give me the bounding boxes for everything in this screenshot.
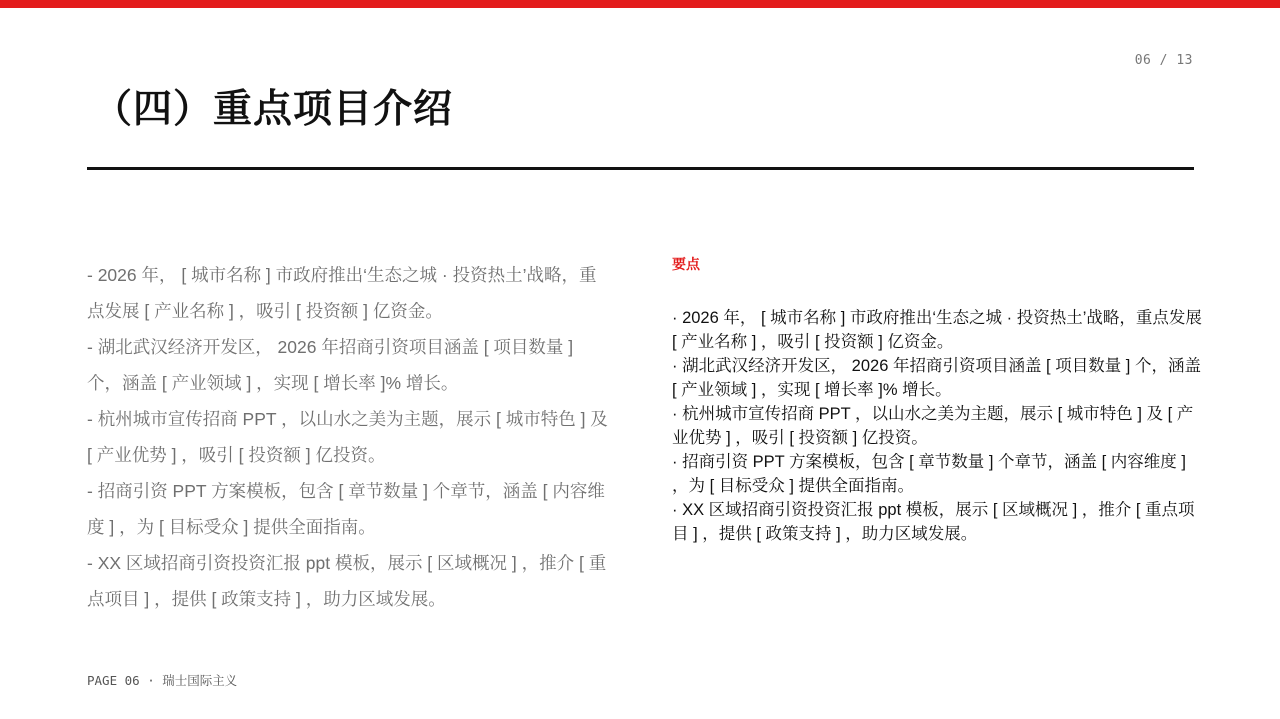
body-paragraph: - 杭州城市宣传招商 PPT ，以山水之美为主题，展示 [ 城市特色 ] 及 [ 产业优势 ] ，吸引 [ 投资额 ] 亿投资。 <box>87 409 608 465</box>
footer-separator: · <box>139 673 163 688</box>
top-accent-bar <box>0 0 1280 8</box>
key-point-item: · 杭州城市宣传招商 PPT ，以山水之美为主题，展示 [ 城市特色 ] 及 [ 产业优势 ] ，吸引 [ 投资额 ] 亿投资。 <box>672 405 1194 447</box>
footer-page-label: PAGE 06 <box>87 673 140 688</box>
key-points-panel <box>672 256 1202 546</box>
key-point-item: · 湖北武汉经济开发区， 2026 年招商引资项目涵盖 [ 项目数量 ] 个，涵盖 [ 产业领域 ] ，实现 [ 增长率 ]% 增长。 <box>672 357 1201 399</box>
footer <box>87 671 237 689</box>
footer-brand: 瑞士国际主义 <box>162 673 238 688</box>
page-title: （四）重点项目介绍 <box>93 87 454 132</box>
key-point-item: · 2026 年， [ 城市名称 ] 市政府推出‘生态之城 · 投资热土’战略，重点发展 [ 产业名称 ] ，吸引 [ 投资额 ] 亿资金。 <box>672 309 1202 351</box>
key-point-item: · 招商引资 PPT 方案模板，包含 [ 章节数量 ] 个章节，涵盖 [ 内容维度 ] ，为 [ 目标受众 ] 提供全面指南。 <box>672 453 1186 495</box>
title-divider <box>87 167 1194 170</box>
body-text-column <box>87 257 612 617</box>
key-points-label: 要点 <box>672 257 700 273</box>
body-paragraph: - 招商引资 PPT 方案模板，包含 [ 章节数量 ] 个章节，涵盖 [ 内容维度 ] ，为 [ 目标受众 ] 提供全面指南。 <box>87 481 605 537</box>
key-point-item: · XX 区域招商引资投资汇报 ppt 模板，展示 [ 区域概况 ] ，推介 [ 重点项目 ] ，提供 [ 政策支持 ] ，助力区域发展。 <box>672 501 1195 543</box>
body-paragraph: - XX 区域招商引资投资汇报 ppt 模板，展示 [ 区域概况 ] ，推介 [ 重点项目 ] ，提供 [ 政策支持 ] ，助力区域发展。 <box>87 553 607 609</box>
body-paragraph: - 2026 年， [ 城市名称 ] 市政府推出‘生态之城 · 投资热土’战略，重点发展 [ 产业名称 ] ，吸引 [ 投资额 ] 亿资金。 <box>87 265 597 321</box>
body-paragraph: - 湖北武汉经济开发区， 2026 年招商引资项目涵盖 [ 项目数量 ] 个，涵盖 [ 产业领域 ] ，实现 [ 增长率 ]% 增长。 <box>87 337 574 393</box>
page-counter: 06 / 13 <box>1134 53 1193 68</box>
key-points-list <box>672 306 1202 546</box>
